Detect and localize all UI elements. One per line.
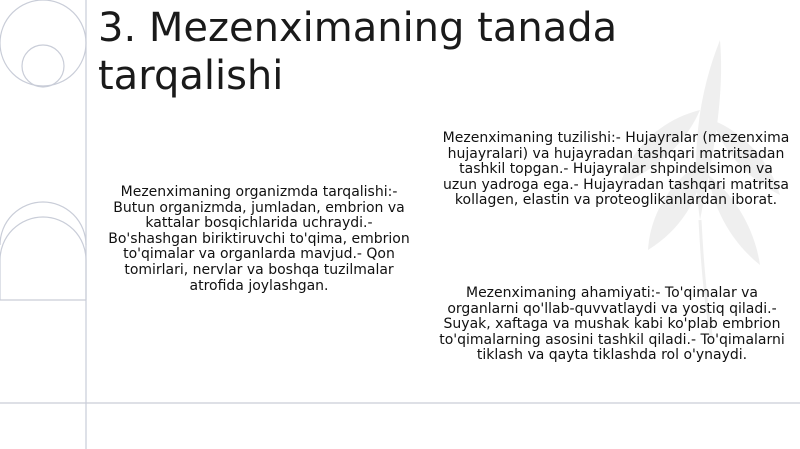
significance-text-block: Mezenximaning ahamiyati:- To'qimalar va organlarni qo'llab-quvvatlaydi va yostiq qiladi.- Suyak, xaftaga va mushak kabi ko'plab embrion to'qimalarning asosini tashkil qiladi.- To'qimalarni tiklash va qayta tiklashda rol o'ynaydi. <box>439 285 785 364</box>
distribution-text-block: Mezenximaning organizmda tarqalishi:- Butun organizmda, jumladan, embrion va kattalar bosqichlarida uchraydi.- Bo'shashgan biriktiruvchi to'qima, embrion to'qimalar va organlarda mavjud.- Qon tomirlari, nervlar va boshqa tuzilmalar atrofida joylashgan. <box>108 184 410 294</box>
slide-title: 3. Mezenximaning tanada tarqalishi <box>98 5 618 99</box>
structure-text-block: Mezenximaning tuzilishi:- Hujayralar (mezenxima hujayralari) va hujayradan tashqari matritsadan tashkil topgan.- Hujayralar shpindelsimon va uzun yadroga ega.- Hujayradan tashqari matritsa kollagen, elastin va proteoglikanlardan iborat. <box>442 130 790 209</box>
